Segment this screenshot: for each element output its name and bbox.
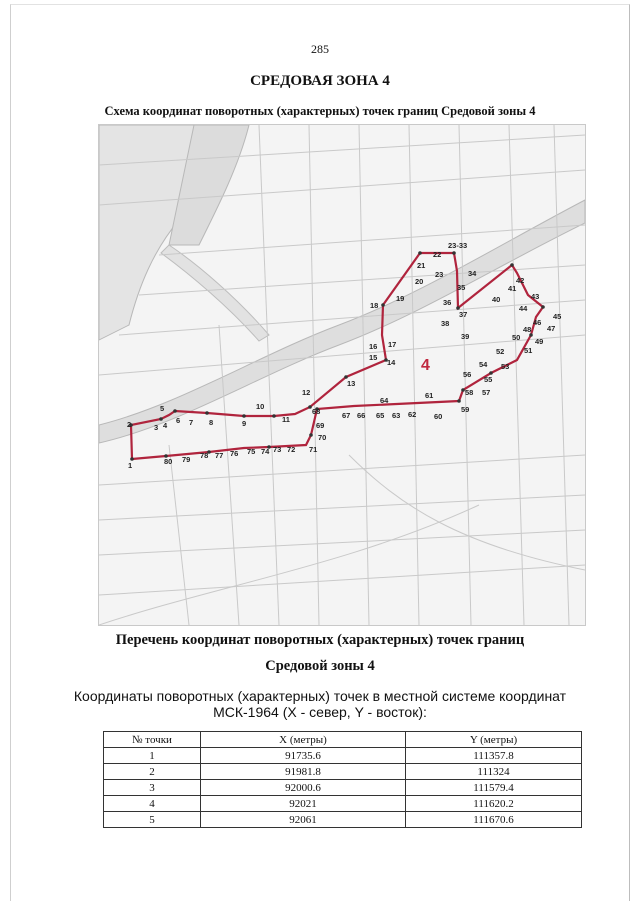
svg-text:43: 43 [531, 292, 540, 301]
svg-text:12: 12 [302, 388, 311, 397]
svg-text:68: 68 [312, 407, 321, 416]
svg-text:7: 7 [189, 418, 194, 427]
svg-text:57: 57 [482, 388, 491, 397]
svg-text:4: 4 [163, 421, 168, 430]
svg-text:59: 59 [461, 405, 470, 414]
svg-text:36: 36 [443, 298, 452, 307]
svg-text:9: 9 [242, 419, 247, 428]
svg-text:54: 54 [479, 360, 488, 369]
table-row [104, 748, 582, 764]
svg-text:41: 41 [508, 284, 517, 293]
svg-text:40: 40 [492, 295, 501, 304]
svg-text:11: 11 [282, 415, 290, 424]
point-number-cell: 4 [104, 796, 201, 812]
svg-text:66: 66 [357, 411, 366, 420]
svg-text:47: 47 [547, 324, 556, 333]
x-coordinate-cell: 91981.8 [201, 764, 406, 780]
svg-text:18: 18 [370, 301, 379, 310]
svg-text:15: 15 [369, 353, 378, 362]
svg-text:73: 73 [273, 445, 282, 454]
svg-text:19: 19 [396, 294, 405, 303]
table-row [104, 780, 582, 796]
svg-text:10: 10 [256, 402, 265, 411]
svg-text:48: 48 [523, 325, 532, 334]
svg-text:65: 65 [376, 411, 385, 420]
svg-text:67: 67 [342, 411, 351, 420]
svg-text:71: 71 [309, 445, 318, 454]
svg-text:20: 20 [415, 277, 424, 286]
point-number-cell: 5 [104, 812, 201, 828]
svg-text:23-33: 23-33 [448, 241, 468, 250]
svg-text:34: 34 [468, 269, 477, 278]
svg-text:17: 17 [388, 340, 397, 349]
svg-text:64: 64 [380, 396, 389, 405]
svg-text:77: 77 [215, 451, 224, 460]
svg-text:16: 16 [369, 342, 378, 351]
svg-text:55: 55 [484, 375, 493, 384]
svg-text:75: 75 [247, 447, 256, 456]
point-number-cell: 2 [104, 764, 201, 780]
zone-number-label: 4 [421, 357, 430, 374]
point-number-cell: 1 [104, 748, 201, 764]
svg-text:46: 46 [533, 318, 542, 327]
svg-text:2: 2 [127, 420, 132, 429]
svg-text:37: 37 [459, 310, 468, 319]
table-row [104, 764, 582, 780]
table-row [104, 812, 582, 828]
svg-text:62: 62 [408, 410, 417, 419]
svg-text:3: 3 [154, 423, 159, 432]
svg-text:39: 39 [461, 332, 470, 341]
svg-text:6: 6 [176, 416, 181, 425]
y-coordinate-cell: 111620.2 [406, 796, 582, 812]
svg-text:51: 51 [524, 346, 533, 355]
svg-text:72: 72 [287, 445, 296, 454]
list-heading-line1: Перечень координат поворотных (характерных) точек границ [115, 632, 525, 648]
svg-text:35: 35 [457, 283, 466, 292]
svg-text:79: 79 [182, 455, 191, 464]
list-heading-line2: Средовой зоны 4 [265, 658, 375, 674]
svg-text:13: 13 [347, 379, 356, 388]
coordinates-table [103, 731, 582, 828]
svg-text:76: 76 [230, 449, 239, 458]
x-coordinate-cell: 91735.6 [201, 748, 406, 764]
svg-text:74: 74 [261, 447, 270, 456]
svg-text:21: 21 [417, 261, 426, 270]
svg-text:38: 38 [441, 319, 450, 328]
page-title: СРЕДОВАЯ ЗОНА 4 [250, 73, 390, 89]
table-row [104, 796, 582, 812]
svg-text:50: 50 [512, 333, 521, 342]
map-subtitle: Схема координат поворотных (характерных) точек границ Средовой зоны 4 [104, 104, 536, 118]
y-coordinate-cell: 111670.6 [406, 812, 582, 828]
svg-text:58: 58 [465, 388, 474, 397]
svg-text:22: 22 [433, 250, 442, 259]
zone-map-svg [99, 125, 585, 625]
svg-text:61: 61 [425, 391, 434, 400]
coords-caption-line1: Координаты поворотных (характерных) точек в местной системе координат [73, 688, 567, 704]
svg-text:60: 60 [434, 412, 443, 421]
svg-text:5: 5 [160, 404, 165, 413]
svg-text:56: 56 [463, 370, 472, 379]
svg-text:44: 44 [519, 304, 528, 313]
svg-text:63: 63 [392, 411, 401, 420]
x-coordinate-cell: 92021 [201, 796, 406, 812]
svg-text:49: 49 [535, 337, 544, 346]
svg-text:80: 80 [164, 457, 173, 466]
svg-text:78: 78 [200, 451, 209, 460]
svg-text:70: 70 [318, 433, 327, 442]
x-coordinate-cell: 92061 [201, 812, 406, 828]
svg-text:53: 53 [501, 362, 510, 371]
y-coordinate-cell: 111324 [406, 764, 582, 780]
svg-text:1: 1 [128, 461, 133, 470]
svg-text:23: 23 [435, 270, 444, 279]
coords-caption-line2: МСК-1964 (X - север, Y - восток): [213, 704, 427, 720]
zone-map [98, 124, 586, 626]
col-header-point: № точки [104, 732, 201, 748]
col-header-x: X (метры) [201, 732, 406, 748]
svg-text:42: 42 [516, 276, 525, 285]
col-header-y: Y (метры) [406, 732, 582, 748]
y-coordinate-cell: 111579.4 [406, 780, 582, 796]
y-coordinate-cell: 111357.8 [406, 748, 582, 764]
point-number-cell: 3 [104, 780, 201, 796]
svg-text:69: 69 [316, 421, 325, 430]
page-number: 285 [311, 42, 329, 56]
svg-text:52: 52 [496, 347, 505, 356]
svg-text:45: 45 [553, 312, 562, 321]
table-header-row [104, 732, 582, 748]
x-coordinate-cell: 92000.6 [201, 780, 406, 796]
svg-text:14: 14 [387, 358, 396, 367]
svg-text:8: 8 [209, 418, 214, 427]
